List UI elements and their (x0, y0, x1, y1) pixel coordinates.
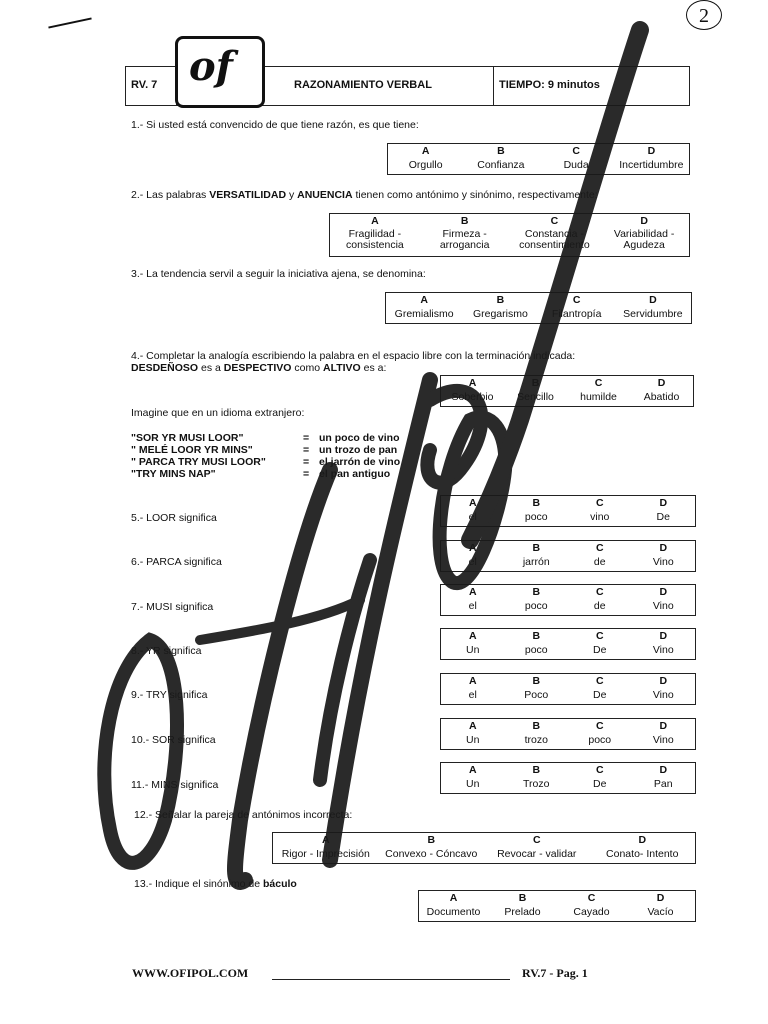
option-a[interactable]: Orgullo (408, 159, 443, 171)
q6-options: A B C D el jarrón de Vino (440, 540, 696, 572)
option-a[interactable]: Documento (426, 906, 481, 918)
option-d[interactable]: Vino (652, 556, 674, 568)
question-10: 10.- SOR significa (131, 734, 216, 746)
option-letter: C (572, 294, 581, 306)
q9-options: A B C D el Poco De Vino (440, 673, 696, 705)
question-6: 6.- PARCA significa (131, 556, 222, 568)
option-a[interactable]: Un (466, 778, 480, 790)
option-a[interactable]: el (468, 511, 477, 523)
exam-title: RAZONAMIENTO VERBAL (294, 79, 432, 91)
option-c[interactable]: De (593, 689, 607, 701)
option-b[interactable]: trozo (524, 734, 548, 746)
dict-meaning-3: el jarrón de vino (319, 456, 401, 468)
option-b[interactable]: Firmeza - arrogancia (439, 228, 490, 251)
option-d[interactable]: Servidumbre (623, 308, 683, 320)
question-11: 11.- MINS significa (131, 779, 219, 791)
page-number-circle: 2 (686, 0, 722, 30)
watermark-stroke (470, 30, 640, 540)
option-a[interactable]: Fragilidad - consistencia (345, 228, 404, 251)
option-d[interactable]: Conato- Intento (606, 848, 679, 860)
option-b[interactable]: Trozo (523, 778, 550, 790)
option-d[interactable]: Vino (652, 644, 674, 656)
option-b[interactable]: Sencillo (517, 391, 554, 403)
option-b[interactable]: Confianza (477, 159, 525, 171)
option-a[interactable]: Rigor - Imprecisión (281, 848, 370, 860)
dict-foreign-1: "SOR YR MUSI LOOR" (131, 432, 244, 444)
dictionary-meaning (319, 432, 400, 480)
q10-options: A B C D Un trozo poco Vino (440, 718, 696, 750)
ofipol-logo (175, 36, 265, 108)
dictionary-foreign (131, 432, 266, 480)
question-12: 12.- Señalar la pareja de antónimos incorrecta: (134, 809, 353, 821)
question-9: 9.- TRY significa (131, 689, 208, 701)
option-b[interactable]: Gregarismo (472, 308, 528, 320)
option-letter: D (649, 294, 657, 306)
option-b[interactable]: poco (524, 644, 548, 656)
option-d[interactable]: De (656, 511, 670, 523)
option-letter: B (460, 215, 469, 227)
q1-options (387, 143, 690, 175)
question-8: 8.- YR significa (131, 645, 202, 657)
option-c[interactable]: Cayado (573, 906, 610, 918)
option-letter: D (640, 215, 648, 227)
option-d[interactable]: Variabilidad - Agudeza (613, 228, 675, 251)
option-d[interactable]: Vino (652, 600, 674, 612)
option-d[interactable]: Vacío (647, 906, 674, 918)
watermark-stroke (104, 640, 177, 863)
option-letter: C (594, 377, 603, 389)
option-c[interactable]: Constancia - consentimiento (519, 228, 590, 251)
option-letter: A (468, 377, 477, 389)
q13-options: A B C D Documento Prelado Cayado Vacío (418, 890, 696, 922)
exam-time: TIEMPO: 9 minutos (499, 79, 600, 91)
dict-meaning-2: un trozo de pan (319, 444, 398, 456)
option-b[interactable]: poco (524, 511, 548, 523)
question-2: 2.- Las palabras VERSATILIDAD y ANUENCIA tienen como antónimo y sinónimo, respectivamente: (131, 189, 598, 201)
footer-rule (272, 979, 510, 980)
watermark-stroke (320, 560, 370, 780)
option-letter: C (572, 145, 580, 157)
dict-foreign-2: " MELÉ LOOR YR MINS" (131, 444, 253, 456)
option-letter: B (531, 377, 540, 389)
option-a[interactable]: Gremialismo (394, 308, 454, 320)
dict-foreign-3: " PARCA TRY MUSI LOOR" (131, 456, 266, 468)
option-a[interactable]: el (468, 689, 477, 701)
option-d[interactable]: Abatido (643, 391, 680, 403)
option-d[interactable]: Incertidumbre (619, 159, 684, 171)
footer-url[interactable]: WWW.OFIPOL.COM (132, 966, 249, 980)
option-a[interactable]: Un (466, 644, 480, 656)
option-b[interactable]: poco (524, 600, 548, 612)
dict-meaning-4: el pan antiguo (319, 468, 391, 480)
option-letter: A (421, 145, 430, 157)
option-d[interactable]: Vino (652, 689, 674, 701)
option-letter: D (657, 377, 666, 389)
question-1: 1.- Si usted está convencido de que tiene razón, es que tiene: (131, 119, 419, 131)
option-b[interactable]: Convexo - Cóncavo (385, 848, 478, 860)
keyword: VERSATILIDAD (209, 189, 287, 201)
option-d[interactable]: Vino (652, 734, 674, 746)
option-a[interactable]: Un (466, 734, 480, 746)
dict-foreign-4: "TRY MINS NAP" (131, 468, 216, 480)
option-letter: A (420, 294, 428, 306)
option-c[interactable]: vino (590, 511, 610, 523)
question-13: 13.- Indique el sinónimo de báculo (134, 878, 297, 890)
option-b[interactable]: Poco (524, 689, 549, 701)
dictionary-equals: = = = = (303, 432, 310, 480)
option-c[interactable]: De (593, 778, 607, 790)
q4-options (440, 375, 694, 407)
q11-options: A B C D Un Trozo De Pan (440, 762, 696, 794)
option-letter: D (647, 145, 656, 157)
dict-meaning-1: un poco de vino (319, 432, 400, 444)
keyword: ANUENCIA (297, 189, 353, 201)
question-7: 7.- MUSI significa (131, 601, 214, 613)
option-a[interactable]: el (468, 556, 477, 568)
option-c[interactable]: de (593, 600, 606, 612)
logo-text: of (189, 43, 233, 90)
keyword: báculo (263, 878, 297, 890)
option-letter: B (496, 294, 505, 306)
q12-options: A B C D Rigor - Imprecisión Convexo - Cóncavo Revocar - validar Conato- Intento (272, 832, 696, 864)
option-c[interactable]: Filantropía (551, 308, 602, 320)
option-b[interactable]: Prelado (504, 906, 541, 918)
option-letter: A (371, 215, 379, 227)
q3-options (385, 292, 692, 324)
option-b[interactable]: jarrón (522, 556, 550, 568)
option-a[interactable]: el (468, 600, 477, 612)
option-letter: B (497, 145, 505, 157)
option-c[interactable]: de (593, 556, 606, 568)
exam-code: RV. 7 (131, 79, 158, 91)
option-letter: C (550, 215, 559, 227)
watermark-stroke (200, 600, 360, 640)
q5-options: A B C D el poco vino De (440, 495, 696, 527)
question-5: 5.- LOOR significa (131, 512, 217, 524)
question-4-analogy: DESDEÑOSO es a DESPECTIVO como ALTIVO es a: (131, 362, 387, 374)
option-c[interactable]: Revocar - validar (497, 848, 577, 860)
option-c[interactable]: De (593, 644, 607, 656)
option-a[interactable]: Soberbio (451, 391, 494, 403)
option-c[interactable]: humilde (580, 391, 617, 403)
intro-text: Imagine que en un idioma extranjero: (131, 407, 305, 419)
option-d[interactable]: Pan (653, 778, 673, 790)
page-indicator: RV.7 - Pag. 1 (522, 966, 588, 980)
question-4: 4.- Completar la analogía escribiendo la palabra en el espacio libre con la terminación indicada: (131, 350, 576, 362)
option-c[interactable]: poco (588, 734, 612, 746)
q2-options (329, 213, 690, 257)
q8-options: A B C D Un poco De Vino (440, 628, 696, 660)
option-c[interactable]: Duda (563, 159, 589, 171)
question-3: 3.- La tendencia servil a seguir la iniciativa ajena, se denomina: (131, 268, 426, 280)
pen-mark (48, 17, 91, 28)
q7-options: A B C D el poco de Vino (440, 584, 696, 616)
